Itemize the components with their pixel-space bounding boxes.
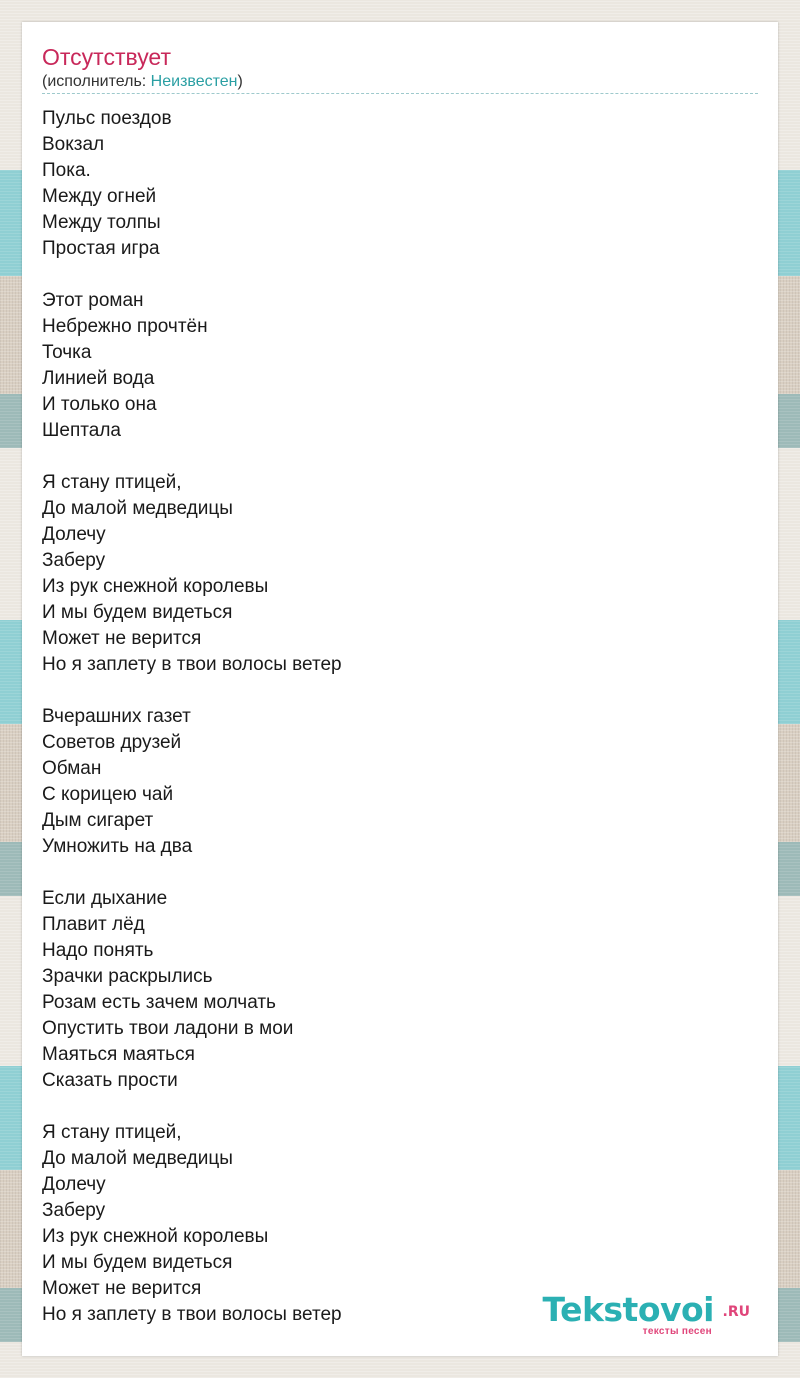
- lyrics-line: И мы будем видеться: [42, 1252, 233, 1273]
- lyrics-line: Заберу: [42, 550, 106, 571]
- lyrics-line: Обман: [42, 758, 102, 779]
- title-divider: [42, 93, 758, 94]
- lyrics-line: Может не верится: [42, 628, 202, 649]
- lyrics-line: Плавит лёд: [42, 914, 145, 935]
- lyrics-line: Линией вода: [42, 368, 155, 389]
- lyrics-line: Надо понять: [42, 940, 154, 961]
- lyrics-line: Зрачки раскрылись: [42, 966, 213, 987]
- lyrics-line: Я стану птицей,: [42, 1122, 182, 1143]
- lyrics-line: Пульс поездов: [42, 108, 172, 129]
- lyrics-line: И только она: [42, 394, 157, 415]
- lyrics-line: Между толпы: [42, 212, 161, 233]
- lyrics-line: С корицею чай: [42, 784, 174, 805]
- lyrics-line: Советов друзей: [42, 732, 182, 753]
- lyrics-line: И мы будем видеться: [42, 602, 233, 623]
- logo-wordmark: Tekstovoi: [542, 1290, 714, 1329]
- logo-tagline: тексты песен: [642, 1326, 712, 1337]
- lyrics-stanza: [42, 886, 742, 1094]
- lyrics-line: Пока.: [42, 160, 91, 181]
- lyrics-line: Этот роман: [42, 290, 144, 311]
- lyrics-line: Заберу: [42, 1200, 106, 1221]
- lyrics-line: Я стану птицей,: [42, 472, 182, 493]
- lyrics-line: Опустить твои ладони в мои: [42, 1018, 294, 1039]
- lyrics-line: Долечу: [42, 524, 106, 545]
- lyrics-stanza: [42, 106, 742, 262]
- artist-line: [42, 72, 243, 92]
- lyrics-line: Может не верится: [42, 1278, 202, 1299]
- lyrics-line: Вокзал: [42, 134, 105, 155]
- artist-suffix: ): [237, 73, 243, 90]
- lyrics-line: Между огней: [42, 186, 157, 207]
- site-logo[interactable]: [540, 1292, 750, 1336]
- lyrics-line: До малой медведицы: [42, 498, 233, 519]
- lyrics-line: Но я заплету в твои волосы ветер: [42, 1304, 342, 1325]
- lyrics-line: Дым сигарет: [42, 810, 154, 831]
- lyrics-line: Из рук снежной королевы: [42, 576, 269, 597]
- lyrics-line: До малой медведицы: [42, 1148, 233, 1169]
- lyrics-line: Небрежно прочтён: [42, 316, 208, 337]
- artist-link[interactable]: Неизвестен: [150, 73, 238, 90]
- lyrics-line: Розам есть зачем молчать: [42, 992, 276, 1013]
- song-title: Отсутствует: [42, 44, 171, 70]
- lyrics-line: Если дыхание: [42, 888, 168, 909]
- lyrics-line: Сказать прости: [42, 1070, 178, 1091]
- lyrics-line: Точка: [42, 342, 92, 363]
- lyrics-line: Маяться маяться: [42, 1044, 195, 1065]
- lyrics-body: [42, 106, 742, 1328]
- lyrics-card: [22, 22, 778, 1356]
- lyrics-line: Но я заплету в твои волосы ветер: [42, 654, 342, 675]
- lyrics-line: Шептала: [42, 420, 121, 441]
- lyrics-line: Из рук снежной королевы: [42, 1226, 269, 1247]
- lyrics-line: Вчерашних газет: [42, 706, 191, 727]
- artist-prefix: (исполнитель:: [42, 73, 151, 90]
- lyrics-line: Долечу: [42, 1174, 106, 1195]
- lyrics-stanza: [42, 704, 742, 860]
- lyrics-line: Простая игра: [42, 238, 160, 259]
- lyrics-stanza: [42, 470, 742, 678]
- lyrics-line: Умножить на два: [42, 836, 193, 857]
- logo-tld: .RU: [722, 1304, 750, 1320]
- lyrics-stanza: [42, 288, 742, 444]
